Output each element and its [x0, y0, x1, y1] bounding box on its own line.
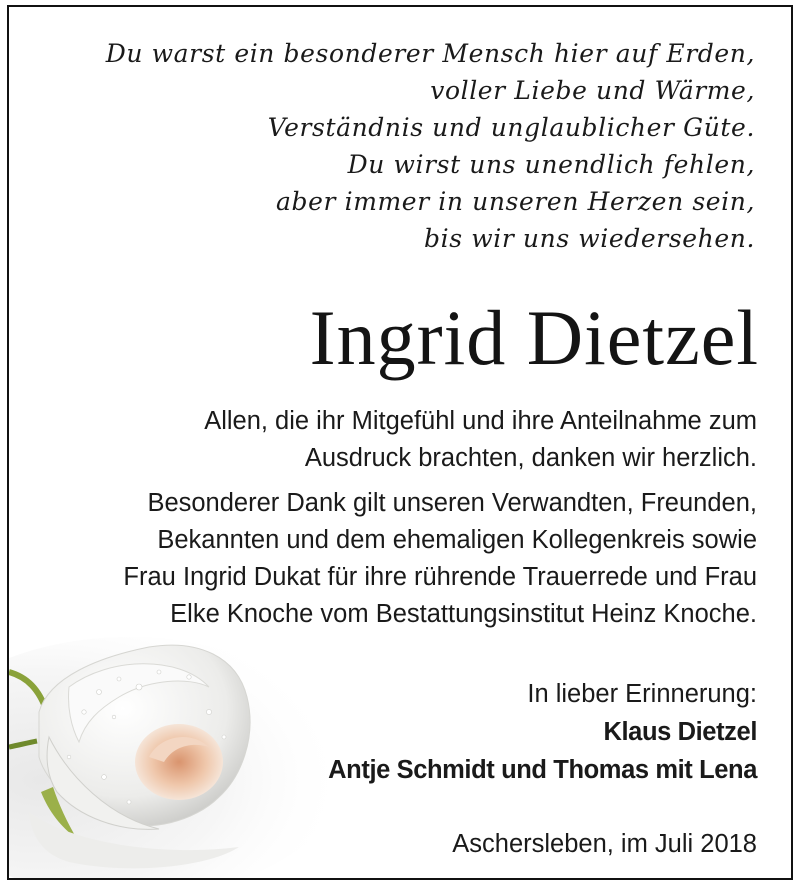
thanks-line: Besonderer Dank gilt unseren Verwandten, Freunden,: [147, 489, 757, 517]
poem-line: voller Liebe und Wärme,: [430, 76, 755, 105]
signoff: [328, 675, 757, 789]
mourner-name: Antje Schmidt und Thomas mit Lena: [328, 756, 757, 784]
poem-line: Du wirst uns unendlich fehlen,: [347, 150, 755, 179]
mourner-name: Klaus Dietzel: [603, 718, 757, 746]
signoff-intro: In lieber Erinnerung:: [527, 680, 757, 708]
thanks-line: Bekannten und dem ehemaligen Kollegenkreis sowie: [157, 526, 757, 554]
poem-line: Du warst ein besonderer Mensch hier auf Erden,: [105, 39, 755, 68]
memorial-poem: [106, 35, 755, 257]
thanks-line: Elke Knoche vom Bestattungsinstitut Heinz Knoche.: [170, 600, 757, 628]
obituary-card: [7, 5, 793, 880]
deceased-name: Ingrid Dietzel: [309, 294, 759, 381]
thanks-line: Ausdruck brachten, danken wir herzlich.: [304, 444, 757, 472]
poem-line: Verständnis und unglaublicher Güte.: [267, 113, 755, 142]
thank-you-text: [123, 403, 757, 633]
thanks-line: Allen, die ihr Mitgefühl und ihre Anteilnahme zum: [204, 407, 757, 435]
poem-line: aber immer in unseren Herzen sein,: [276, 187, 755, 216]
poem-line: bis wir uns wiedersehen.: [424, 224, 755, 253]
place-and-date: Aschersleben, im Juli 2018: [452, 830, 757, 858]
rose-center: [135, 724, 223, 800]
thanks-line: Frau Ingrid Dukat für ihre rührende Trauerrede und Frau: [123, 563, 757, 591]
white-rose-image: [9, 617, 349, 880]
